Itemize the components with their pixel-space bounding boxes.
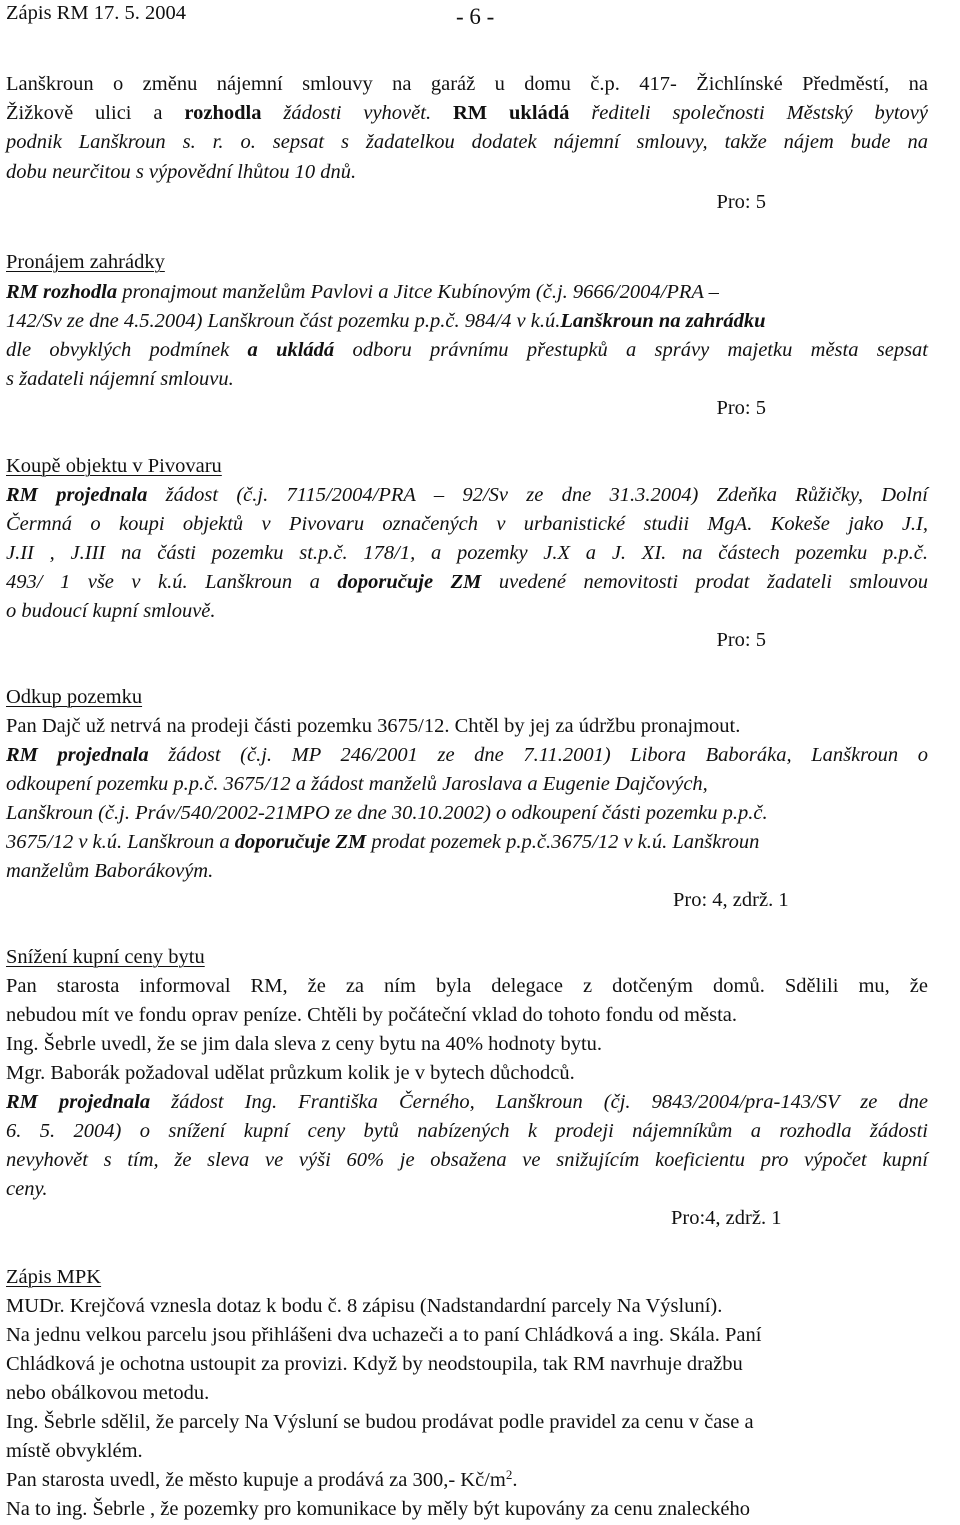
s5-line-1: Pan starosta informoval RM, že za ním byla delegace z dotčeným domů. Sdělili mu, že [6,975,928,997]
s3-line-1: RM projednala žádost (č.j. 7115/2004/PRA – 92/Sv ze dne 31.3.2004) Zdeňka Růžičky, Dolní [6,484,928,506]
s6-line-6: místě obvyklém. [6,1440,143,1462]
s1-line-3: podnik Lanškroun s. r. o. sepsat s žadatelkou dodatek nájemní smlouvy, takže nájem bude na [6,131,928,153]
s3-line-5: o budoucí kupní smlouvě. [6,600,216,622]
s6-line-1: MUDr. Krejčová vznesla dotaz k bodu č. 8 zápisu (Nadstandardní parcely Na Výsluní). [6,1295,723,1317]
s5-vote: Pro:4, zdrž. 1 [671,1207,782,1229]
s1-line-4: dobu neurčitou s výpovědní lhůtou 10 dnů. [6,161,357,183]
s6-line-4: nebo obálkovou metodu. [6,1382,210,1404]
section-heading-snizeni-ceny: Snížení kupní ceny bytu [6,946,205,968]
s4-vote: Pro: 4, zdrž. 1 [673,889,789,911]
s4-line-1: Pan Dajč už netrvá na prodeji části pozemku 3675/12. Chtěl by jej za údržbu pronajmout. [6,715,741,737]
s3-line-3: J.II , J.III na části pozemku st.p.č. 178/1, a pozemky J.X a J. XI. na částech pozemku p.p.č. [6,542,928,564]
s6-line-3: Chládková je ochotna ustoupit za provizi. Když by neodstoupila, tak RM navrhuje dražbu [6,1353,743,1375]
page-number: - 6 - [456,4,495,29]
s5-line-5: RM projednala žádost Ing. Františka Černého, Lanškroun (čj. 9843/2004/pra-143/SV ze dne [6,1091,928,1113]
section-heading-pronajem-zahradky: Pronájem zahrádky [6,251,165,273]
section-heading-zapis-mpk: Zápis MPK [6,1266,102,1288]
header-date: Zápis RM 17. 5. 2004 [6,2,186,24]
s5-line-6: 6. 5. 2004) o snížení kupní ceny bytů nabízených k prodeji nájemníkům a rozhodla žádosti [6,1120,928,1142]
s6-line-7: Pan starosta uvedl, že město kupuje a prodává za 300,- $Kč/m^2$. [6,1467,518,1491]
s2-line-1: RM rozhodla pronajmout manželům Pavlovi a Jitce Kubínovým (č.j. 9666/2004/PRA – [6,281,719,303]
section-heading-odkup-pozemku: Odkup pozemku [6,686,143,708]
s6-line-2: Na jednu velkou parcelu jsou přihlášeni dva uchazeči a to paní Chládková a ing. Skála. Paní [6,1324,762,1346]
s5-line-7: nevyhovět s tím, že sleva ve výši 60% je obsažena ve snižujícím koeficientu pro výpočet kupní [6,1149,928,1171]
s5-line-3: Ing. Šebrle uvedl, že se jim dala sleva z ceny bytu na 40% hodnoty bytu. [6,1033,603,1055]
s5-line-2: nebudou mít ve fondu oprav peníze. Chtěli by počáteční vklad do tohoto fondu od města. [6,1004,738,1026]
s3-vote: Pro: 5 [716,629,766,651]
s2-line-4: s žadateli nájemní smlouvu. [6,368,234,390]
s2-vote: Pro: 5 [716,397,766,419]
s5-line-8: ceny. [6,1178,48,1200]
s5-line-4: Mgr. Baborák požadoval udělat průzkum kolik je v bytech důchodců. [6,1062,575,1084]
s4-line-4: Lanškroun (č.j. Práv/540/2002-21MPO ze dne 30.10.2002) o odkoupení části pozemku p.p.č. [6,802,768,824]
s1-line-2: Žižkově ulici a rozhodla žádosti vyhovět. RM ukládá řediteli společnosti Městský bytový [6,102,928,124]
s1-line-1: Lanškroun o změnu nájemní smlouvy na garáž u domu č.p. 417- Žichlínské Předměstí, na [6,73,928,95]
s2-line-3: dle obvyklých podmínek a ukládá odboru právnímu přestupků a správy majetku města sepsat [6,339,928,361]
s3-line-4: 493/ 1 vše v k.ú. Lanškroun a doporučuje ZM uvedené nemovitosti prodat žadateli smlouvou [6,571,928,593]
s4-line-6: manželům Baborákovým. [6,860,214,882]
s3-line-2: Čermná o koupi objektů v Pivovaru označených v urbanistické studii MgA. Kokeše jako J.I, [6,513,928,535]
section-heading-koupe-objektu: Koupě objektu v Pivovaru [6,455,222,477]
s6-line-5: Ing. Šebrle sdělil, že parcely Na Výsluní se budou prodávat podle pravidel za cenu v čase a [6,1411,754,1433]
s4-line-2: RM projednala žádost (č.j. MP 246/2001 ze dne 7.11.2001) Libora Baboráka, Lanškroun o [6,744,928,766]
s6-line-8: Na to ing. Šebrle , že pozemky pro komunikace by měly být kupovány za cenu znaleckého [6,1498,751,1520]
s4-line-3: odkoupení pozemku p.p.č. 3675/12 a žádost manželů Jaroslava a Eugenie Dajčových, [6,773,708,795]
s1-vote: Pro: 5 [716,191,766,213]
s4-line-5: 3675/12 v k.ú. Lanškroun a doporučuje ZM prodat pozemek p.p.č.3675/12 v k.ú. Lanškroun [6,831,760,853]
s2-line-2: 142/Sv ze dne 4.5.2004) Lanškroun část pozemku p.p.č. 984/4 v k.ú.Lanškroun na zahrádku [6,310,766,332]
